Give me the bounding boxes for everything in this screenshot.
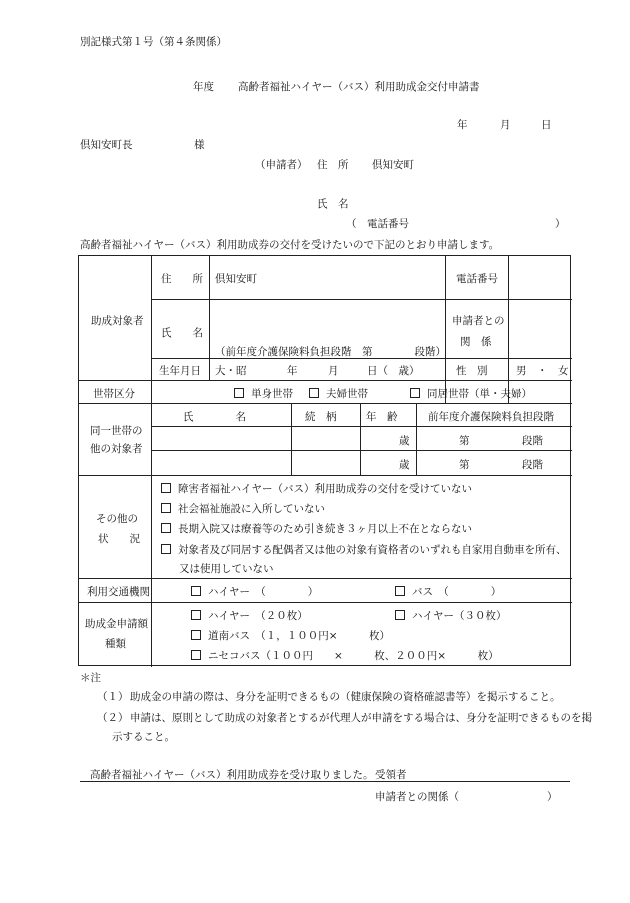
addressee-honorific: 様 — [194, 139, 205, 151]
checkbox[interactable] — [161, 544, 171, 554]
birth-label: 生年月日 — [159, 365, 201, 377]
applicant-address-label: 住 所 — [317, 159, 349, 171]
checkbox[interactable] — [191, 586, 201, 596]
others-row-stage-post: 段階 — [522, 459, 543, 471]
others-label-1: 同一世帯の — [90, 425, 143, 437]
receipt-receiver-label: 受領者 — [375, 769, 407, 781]
form-number: 別記様式第１号（第４条関係） — [80, 36, 227, 48]
birth-year: 年 — [287, 365, 298, 377]
date-year: 年 — [457, 119, 468, 131]
household-couple[interactable]: 夫婦世帯 — [309, 386, 368, 401]
transport-hire[interactable]: ハイヤー （ ） — [191, 584, 318, 599]
page-title: 高齢者福祉ハイヤー（バス）利用助成金交付申請書 — [238, 81, 480, 93]
subject-label: 助成対象者 — [91, 315, 144, 327]
others-row-stage-pre: 第 — [459, 459, 470, 471]
others-row-age: 歳 — [399, 435, 410, 447]
others-row-age: 歳 — [399, 459, 410, 471]
note-1: 助成金の申請の際は、身分を証明できるもの（健康保険の資格確認書等）を掲示すること。 — [130, 691, 561, 703]
applicant-label: （申請者） — [255, 159, 308, 171]
others-row-stage-post: 段階 — [522, 435, 543, 447]
notes-header: ＊注 — [80, 672, 101, 684]
type-hire-20[interactable]: ハイヤー （２０枚） — [191, 608, 308, 623]
others-header-name: 氏 名 — [183, 411, 246, 423]
checkbox[interactable] — [410, 388, 420, 398]
note-2-continuation: 示すること。 — [112, 731, 175, 743]
receipt-relation-close: ） — [547, 791, 558, 803]
others-row-stage-pre: 第 — [459, 435, 470, 447]
checkbox[interactable] — [309, 388, 319, 398]
household-label: 世帯区分 — [93, 388, 135, 400]
status-item[interactable]: 対象者及び同居する配偶者又は他の対象有資格者のいずれも自家用自動車を所有、 — [161, 542, 567, 557]
status-label-1: その他の — [96, 513, 138, 525]
receipt-signature-line — [80, 781, 570, 782]
phone-label: 電話番号 — [456, 273, 498, 285]
name-label: 氏 名 — [161, 327, 203, 339]
checkbox[interactable] — [395, 610, 405, 620]
intro-text: 高齢者福祉ハイヤー（バス）利用助成券の交付を受けたいので下記のとおり申請します。 — [80, 239, 500, 251]
date-day: 日 — [541, 119, 552, 131]
transport-label: 利用交通機関 — [87, 586, 150, 598]
type-label-1: 助成金申請額 — [85, 618, 148, 630]
status-label-2: 状 況 — [98, 533, 140, 545]
relation-label-2: 関 係 — [460, 336, 492, 348]
others-header-age: 年 齢 — [366, 411, 398, 423]
sex-label: 性 別 — [456, 365, 488, 377]
household-cohabit[interactable]: 同居世帯（単・夫婦） — [410, 386, 532, 401]
applicant-phone-label: （ 電話番号 — [346, 218, 409, 230]
checkbox[interactable] — [191, 630, 201, 640]
others-label-2: 他の対象者 — [90, 443, 143, 455]
applicant-address-value: 倶知安町 — [372, 159, 414, 171]
application-table — [78, 255, 571, 666]
birth-era[interactable]: 大・昭 — [215, 365, 247, 377]
others-header-stage: 前年度介護保険料負担段階 — [428, 411, 554, 423]
date-month: 月 — [500, 119, 511, 131]
type-label-2: 種類 — [105, 638, 126, 650]
sex-value[interactable]: 男 ・ 女 — [516, 365, 569, 377]
addressee-name: 倶知安町長 — [80, 139, 133, 151]
insurance-stage-note[interactable]: （前年度介護保険料負担段階 第 段階） — [215, 346, 446, 358]
birth-month: 月 — [328, 365, 339, 377]
type-hire-30[interactable]: ハイヤー（３０枚） — [395, 608, 507, 623]
status-item[interactable]: 社会福祉施設に入所していない — [161, 501, 325, 516]
checkbox[interactable] — [161, 503, 171, 513]
status-item[interactable]: 長期入院又は療養等のため引き続き３ヶ月以上不在とならない — [161, 521, 472, 536]
transport-bus[interactable]: バス （ ） — [395, 584, 501, 599]
type-dounan-bus[interactable]: 道南バス （１，１００円× 枚） — [191, 628, 390, 643]
status-item[interactable]: 障害者福祉ハイヤー（バス）利用助成券の交付を受けていない — [161, 481, 472, 496]
checkbox[interactable] — [161, 483, 171, 493]
applicant-phone-close: ） — [555, 218, 566, 230]
checkbox[interactable] — [191, 610, 201, 620]
checkbox[interactable] — [234, 388, 244, 398]
address-value[interactable]: 倶知安町 — [215, 273, 257, 285]
type-niseko-bus[interactable]: ニセコバス（１００円 × 枚、２００円× 枚） — [191, 648, 499, 663]
title-year-label: 年度 — [193, 81, 214, 93]
receipt-relation-label: 申請者との関係（ — [375, 791, 459, 803]
receipt-text: 高齢者福祉ハイヤー（バス）利用助成券を受け取りました。 — [90, 769, 374, 781]
note-2-number: （２） — [97, 712, 129, 724]
note-1-number: （１） — [97, 691, 129, 703]
address-label: 住 所 — [161, 273, 203, 285]
others-header-relation: 続 柄 — [305, 411, 337, 423]
applicant-name-label: 氏 名 — [317, 198, 349, 210]
note-2: 申請は、原則として助成の対象者とするが代理人が申請をする場合は、身分を証明できるものを掲 — [130, 712, 592, 724]
status-item-continuation: 又は使用していない — [179, 563, 274, 575]
household-single[interactable]: 単身世帯 — [234, 386, 293, 401]
checkbox[interactable] — [191, 650, 201, 660]
birth-day-age: 日（ 歳） — [367, 365, 420, 377]
relation-label-1: 申請者との — [452, 315, 505, 327]
checkbox[interactable] — [395, 586, 405, 596]
checkbox[interactable] — [161, 523, 171, 533]
